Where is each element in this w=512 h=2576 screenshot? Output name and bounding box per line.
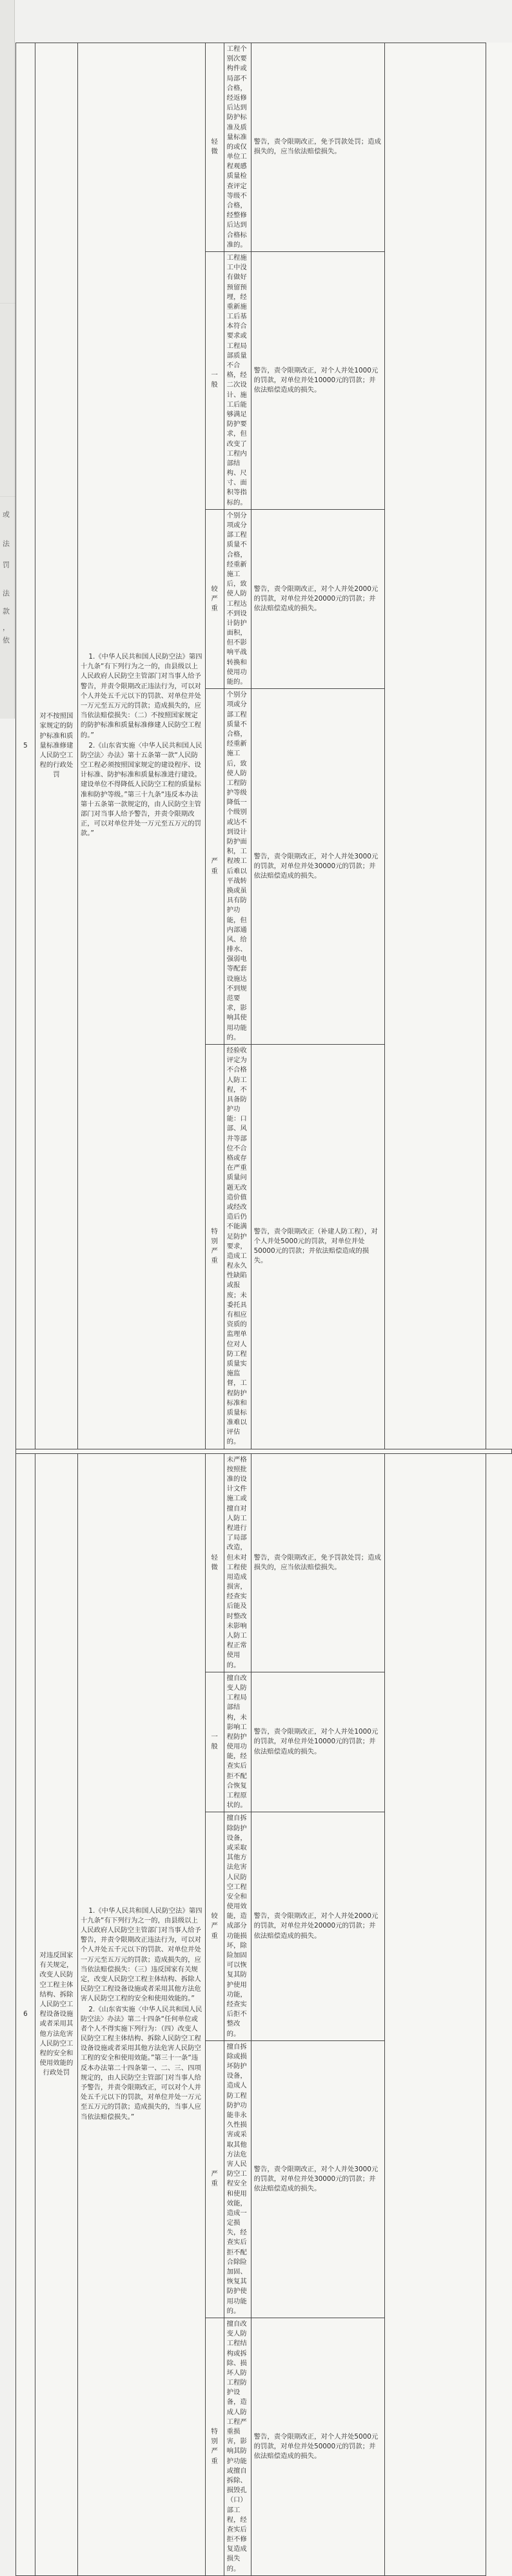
- violation-description: 擅自改变人防工程局部结构，未影响工程防护使用功能，经查实后拒不配合恢复工程原状的。: [224, 1672, 251, 1812]
- penalty-table: [15, 43, 512, 2576]
- severity-level: 一般: [205, 1672, 224, 1812]
- edge-mark: 法: [3, 539, 10, 548]
- edge-mark: 或: [3, 510, 10, 519]
- item-number: 5: [16, 43, 35, 1449]
- penalty-standard: 警告，责令限期改正，对个人并处1000元的罚款，对单位并处10000元的罚款；并依法赔偿造成的损失。: [251, 251, 385, 509]
- basis-paragraph: 2.《山东省实施〈中华人民共和国人民防空法〉办法》第十五条第一款“人民防空工程必须按照国家规定的建设程序、设计标准、防护标准和质量标准进行建设。建设单位不得降低人民防空工程的质量标准和防护等级。”第三十九条“违反本办法第十五条第一款规定的，由人民防空主管部门对当事人给予警告，并责令限期改正，可以对单位并处一万元至五万元的罚款。”: [80, 741, 202, 838]
- penalty-standard: 警告，责令限期改正，对个人并处1000元的罚款，对单位并处10000元的罚款；并依法赔偿造成的损失。: [251, 1672, 385, 1812]
- severity-level: 严重: [205, 689, 224, 1045]
- basis-paragraph: 2.《山东省实施〈中华人民共和国人民防空法〉办法》第二十四条“任何单位或者个人不得实施下列行为：（四）改变人民防空工程主体结构、拆除人民防空工程设备设施或者采用其他方法危害人民防空工程的安全和使用效能。”第三十一条“违反本办法第二十四条第一、二、三、四项规定的，由人民防空主管部门对当事人给予警告，并责令限期改正，可以对个人并处五千元以下的罚款，对单位并处一万元至五万元的罚款；造成损失的，当事人应当依法赔偿损失。”: [80, 2005, 202, 2121]
- violation-description: 擅自改变人防工程结构或拆除、损坏人防工程防护设备，造成人防工程严重损害，影响其防护功能或擅自拆除、损毁孔（口）部工程，经查实后拒不修复造成损失的。: [224, 2318, 251, 2575]
- penalty-standard: 警告，责令限期改正，免予罚款处罚；造成损失的，应当依法赔偿损失。: [251, 1453, 385, 1672]
- row-divider: [16, 1449, 512, 1453]
- legal-basis: [77, 43, 205, 1449]
- edge-mark: 依: [3, 636, 10, 644]
- severity-level: 特别严重: [205, 1044, 224, 1449]
- violation-description: 擅自拆除防护设备，或采取其他方法危害人民防空工程安全和使用效能，造成部分功能损坏，除险加固可以恢复其防护使用功能，经查实后拒不整改的。: [224, 1812, 251, 2040]
- item-number: 6: [16, 1453, 35, 2575]
- penalty-standard: 警告，责令限期改正，对个人并处5000元的罚款，对单位并处50000元的罚款；并依法赔偿造成的损失。: [251, 2318, 385, 2575]
- remarks-cell: [385, 1453, 486, 2575]
- violation-description: 经验收评定为不合格人防工程，不具备防护功能：口部、风井等部位不合格或存在严重质量问题无改造价值或经改造后仍不能满足防护要求，造成工程永久性缺陷或报废；未委托具有相应资质的监理单位对人防工程质量实施监督，工程防护标准和质量标准难以评估的。: [224, 1044, 251, 1449]
- edge-mark: 法: [3, 589, 10, 597]
- violation-description: 个别分项或分部工程质量不合格，经重新施工后，致使人防工程达不到设计防护面积，但不影响平战转换和使用功能的。: [224, 509, 251, 688]
- edge-mark: ，: [3, 623, 10, 632]
- item-name: 对不按照国家规定的防护标准和质量标准修建人民防空工程的行政处罚: [35, 43, 77, 1449]
- basis-paragraph: 1.《中华人民共和国人民防空法》第四十九条“有下列行为之一的，由县级以上人民政府人民防空主管部门对当事人给予警告，并责令限期改正违法行为，可以对个人并处五千元以下的罚款、对单位并处一万元至五万元的罚款；造成损失的，应当依法赔偿损失：（三）违反国家有关规定，改变人民防空工程主体结构、拆除人民防空工程设备设施或者采用其他方法危害人民防空工程的安全和使用效能的。”: [80, 1906, 202, 2003]
- violation-description: 工程个别次要构件或局部不合格，经返修后达到防护标准及质量标准的或仅单位工程观感质量检查评定等级不合格，经整修后达到合格标准的。: [224, 43, 251, 252]
- violation-description: 擅自拆除或损坏防护设备，造成人防工程防护功能非永久性损害或采取其他方法危害人民防空工程安全和使用效能，造成一定损失，经查实后拒不配合除险加固、恢复其防护使用功能的。: [224, 2040, 251, 2318]
- table-row: [16, 43, 512, 252]
- penalty-standard: 警告，责令限期改正，对个人并处2000元的罚款，对单位并处20000元的罚款；并依法赔偿造成的损失。: [251, 1812, 385, 2040]
- severity-level: 较严重: [205, 509, 224, 688]
- remarks-cell: [385, 43, 486, 1449]
- table-row: [16, 1453, 512, 1672]
- severity-level: 特别严重: [205, 2318, 224, 2575]
- severity-level: 较严重: [205, 1812, 224, 2040]
- severity-level: 轻微: [205, 43, 224, 252]
- penalty-standard: 警告，责令限期改正，对个人并处3000元的罚款，对单位并处30000元的罚款；并依法赔偿造成的损失。: [251, 2040, 385, 2318]
- violation-description: 个别分项或分部工程质量不合格，经重新施工后，致使人防工程防护等级降低一个级别或达不到设计防护面积，工程竣工后难以平战转换或虽具有防护功能，但内部通风、给排水、强弱电等配套设施达不到规范要求，影响其使用功能的。: [224, 689, 251, 1045]
- severity-level: 一般: [205, 251, 224, 509]
- violation-description: 未严格按照批准的设计文件施工或擅自对人防工程进行了局部改造，但未对工程使用造成损害，经查实后能及时整改未影响人防工程正常使用的。: [224, 1453, 251, 1672]
- penalty-standard: 警告，责令限期改正（补建人防工程），对个人并处5000元的罚款，对单位并处50000元的罚款；并依法赔偿造成的损失。: [251, 1044, 385, 1449]
- item-name: 对违反国家有关规定，改变人民防空工程主体结构、拆除人民防空工程设备设施或者采用其他方法危害人民防空工程的安全和使用效能的行政处罚: [35, 1453, 77, 2575]
- severity-level: 严重: [205, 2040, 224, 2318]
- violation-description: 工程施工中没有做好预留预埋，经重新施工后基本符合要求或工程局部质量不合格，经二次设计、施工后能够满足防护要求，但改变了工程内部结构、尺寸、面积等指标的。: [224, 251, 251, 509]
- penalty-standard: 警告，责令限期改正，对个人并处3000元的罚款，对单位并处30000元的罚款；并依法赔偿造成的损失。: [251, 689, 385, 1045]
- basis-paragraph: 1.《中华人民共和国人民防空法》第四十九条“有下列行为之一的，由县级以上人民政府人民防空主管部门对当事人给予警告，并责令限期改正违法行为，可以对个人并处五千元以下的罚款、对单位并处一万元至五万元的罚款；造成损失的，应当依法赔偿损失：（二）不按照国家规定的防护标准和质量标准修建人民防空工程的。”: [80, 653, 202, 739]
- edge-mark: 款: [3, 607, 10, 615]
- page-edge: [0, 0, 15, 719]
- edge-mark: 罚: [3, 561, 10, 569]
- legal-basis: [77, 1453, 205, 2575]
- severity-level: 轻微: [205, 1453, 224, 1672]
- penalty-standard: 警告，责令限期改正，对个人并处2000元的罚款，对单位并处20000元的罚款；并依法赔偿造成的损失。: [251, 509, 385, 688]
- penalty-standard: 警告，责令限期改正，免予罚款处罚；造成损失的，应当依法赔偿损失。: [251, 43, 385, 252]
